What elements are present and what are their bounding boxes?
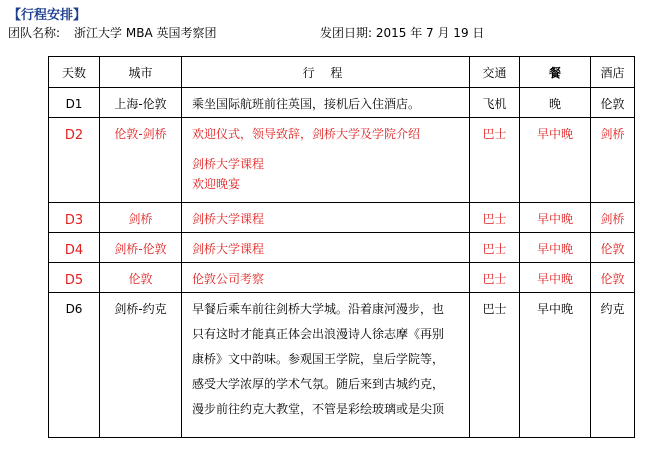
itinerary-line: 伦敦公司考察 [192,272,265,286]
day-label: D3 [64,213,84,228]
header-transport: 交通 [470,57,520,88]
itinerary-line: 漫步前往约克大教堂，不管是彩绘玻璃或是尖顶 [192,402,445,416]
day-cell [49,88,100,118]
city-cell: 伦敦-剑桥 [100,118,182,203]
transport-cell: 巴士 [470,233,520,263]
day-cell [49,263,100,293]
itinerary-line: 只有这时才能真正体会出浪漫诗人徐志摩《再别 [192,327,445,341]
itinerary-table [48,56,635,438]
day-cell [49,293,100,438]
day-cell [49,233,100,263]
hotel-cell: 剑桥 [591,118,635,203]
day-cell [49,203,100,233]
transport-cell: 飞机 [470,88,520,118]
header-city: 城市 [100,57,182,88]
day-label: D1 [65,97,83,111]
itinerary-cell [182,118,470,203]
city-cell: 伦敦 [100,263,182,293]
city-cell: 剑桥-伦敦 [100,233,182,263]
table-row [49,203,635,233]
day-label: D4 [64,243,84,258]
itinerary-line: 感受大学浓厚的学术气氛。随后来到古城约克， [192,377,445,391]
table-row [49,233,635,263]
header-itinerary: 行 程 [182,57,470,88]
itinerary-cell [182,263,470,293]
city-cell: 剑桥-约克 [100,293,182,438]
day-label: D2 [64,128,84,143]
meal-cell: 早中晚 [520,118,591,203]
itinerary-line: 欢迎仪式，领导致辞，剑桥大学及学院介绍 [192,127,421,141]
team-value: 浙江大学 MBA 英国考察团 [74,26,217,40]
itinerary-cell [182,233,470,263]
meal-cell: 早中晚 [520,233,591,263]
itinerary-line: 剑桥大学课程 [192,157,265,171]
meal-cell: 早中晚 [520,293,591,438]
departure-value: 2015 年 7 月 19 日 [375,26,485,40]
departure-label: 发团日期: [320,26,373,40]
itinerary-line: 乘坐国际航班前往英国，接机后入住酒店。 [192,97,421,111]
itinerary-line: 欢迎晚宴 [192,177,241,191]
day-cell [49,118,100,203]
transport-cell: 巴士 [470,293,520,438]
meal-cell: 早中晚 [520,203,591,233]
header-meal: 餐 [520,57,591,88]
meal-cell: 早中晚 [520,263,591,293]
table-row [49,88,635,118]
header-day: 天数 [49,57,100,88]
departure-date [320,24,484,41]
hotel-cell: 伦敦 [591,233,635,263]
hotel-cell: 剑桥 [591,203,635,233]
itinerary-cell [182,88,470,118]
table-row [49,293,635,438]
hotel-cell: 伦敦 [591,88,635,118]
city-cell: 剑桥 [100,203,182,233]
table-header-row [49,57,635,88]
transport-cell: 巴士 [470,118,520,203]
meal-cell: 晚 [520,88,591,118]
itinerary-cell [182,293,470,438]
itinerary-line: 早餐后乘车前往剑桥大学城。沿着康河漫步，也 [192,302,445,316]
table-row [49,263,635,293]
header-hotel: 酒店 [591,57,635,88]
table-row [49,118,635,203]
transport-cell: 巴士 [470,203,520,233]
day-label: D5 [64,273,84,288]
itinerary-line: 剑桥大学课程 [192,212,265,226]
itinerary-line: 剑桥大学课程 [192,242,265,256]
hotel-cell: 约克 [591,293,635,438]
section-title: 【行程安排】 [8,8,87,23]
transport-cell: 巴士 [470,263,520,293]
team-name [8,24,216,41]
day-label: D6 [65,302,83,316]
itinerary-line: 康桥》文中韵味。参观国王学院，皇后学院等， [192,352,445,366]
team-label: 团队名称: [8,26,61,40]
hotel-cell: 伦敦 [591,263,635,293]
city-cell: 上海-伦敦 [100,88,182,118]
itinerary-cell [182,203,470,233]
